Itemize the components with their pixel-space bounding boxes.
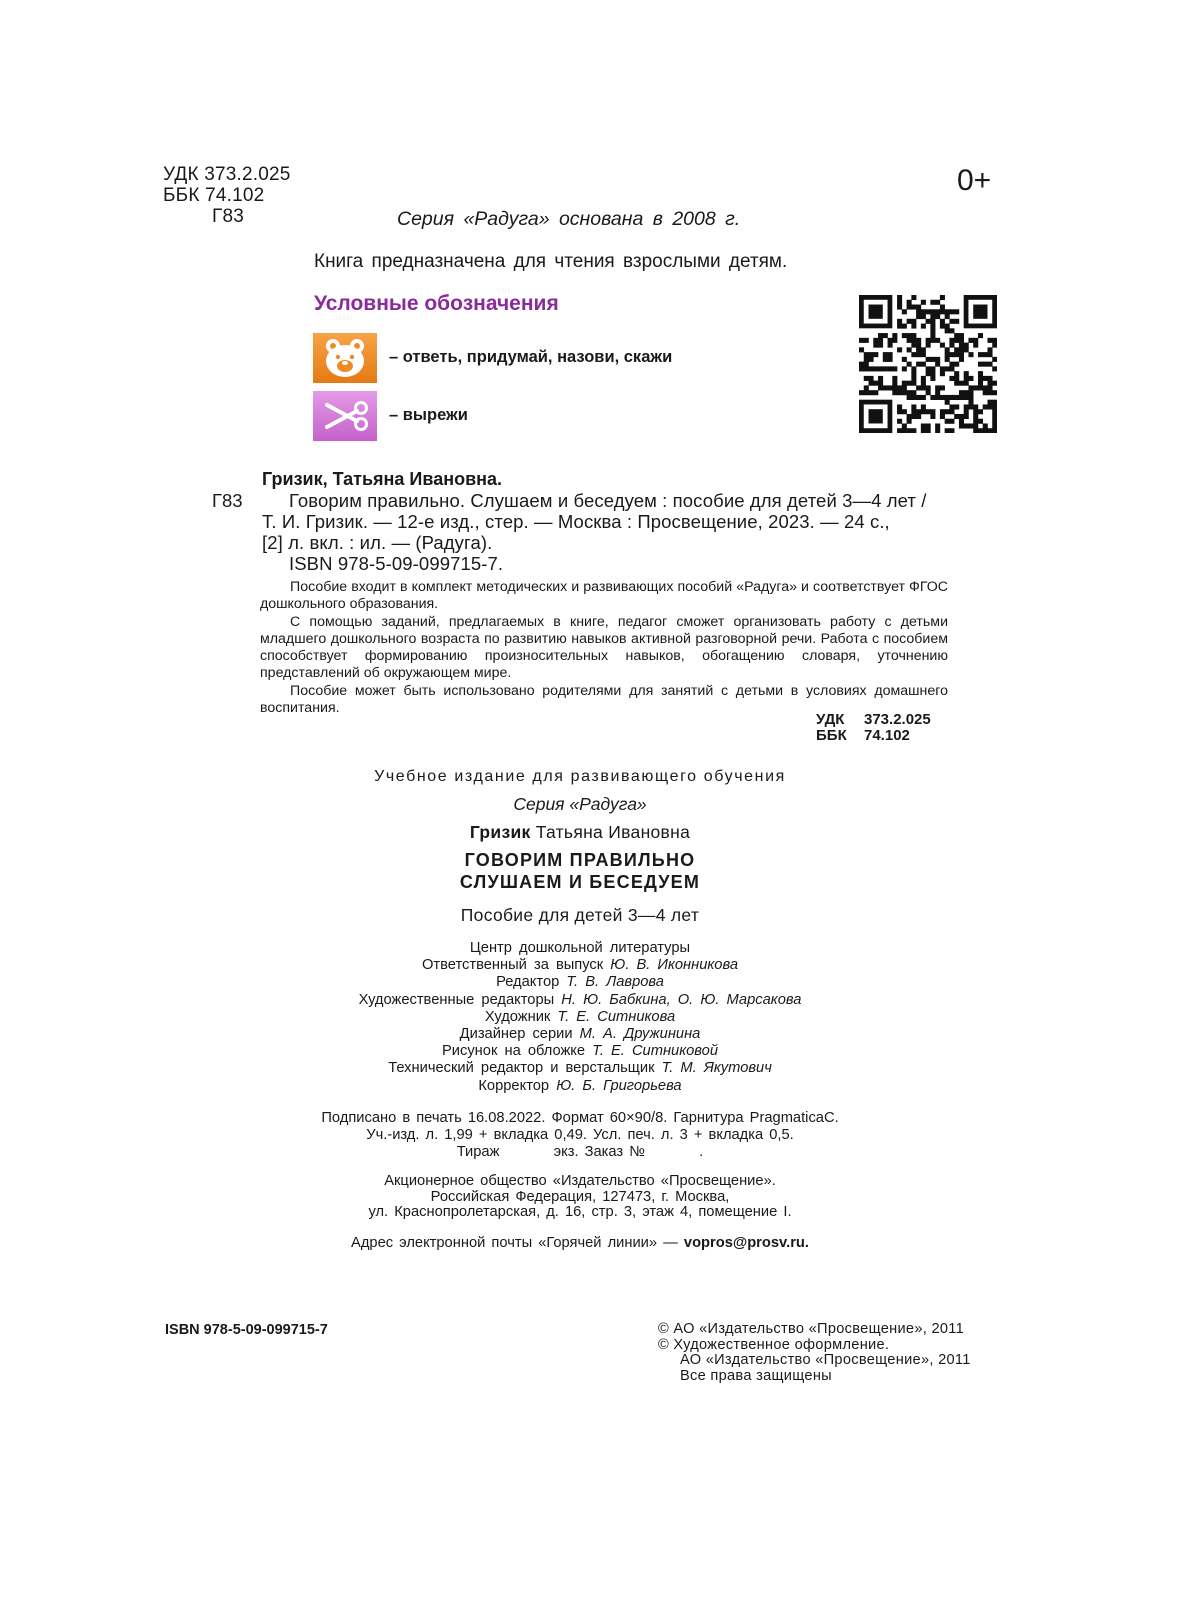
bbk-code: ББК 74.102 — [163, 185, 265, 206]
print-run-label: Тираж — [456, 1143, 500, 1160]
credit-line: Технический редактор и верстальщик Т. М. Якутович — [388, 1060, 772, 1077]
annotation — [260, 579, 948, 717]
title-line-2: СЛУШАЕМ И БЕСЕДУЕМ — [459, 872, 701, 892]
author-sign: Г83 — [212, 206, 245, 227]
bib-line-3: [2] л. вкл. : ил. — (Радуга). — [262, 532, 493, 553]
legend-label-answer: – ответь, придумай, назови, скажи — [389, 348, 673, 366]
subtitle: Пособие для детей 3—4 лет — [460, 905, 700, 925]
copyright-line: © Художественное оформление. — [658, 1336, 890, 1353]
print-line-3 — [0, 1144, 1160, 1161]
footer-isbn: ISBN 978-5-09-099715-7 — [165, 1322, 328, 1338]
udk-code: УДК 373.2.025 — [163, 164, 291, 185]
copyright-line: АО «Издательство «Просвещение», 2011 — [680, 1352, 971, 1369]
author-surname: Гризик — [469, 822, 531, 842]
credit-line: Рисунок на обложке Т. Е. Ситниковой — [441, 1043, 718, 1060]
edition-type: Учебное издание для развивающего обучения — [374, 768, 786, 785]
bbk-value: 74.102 — [864, 727, 910, 744]
age-rating: 0+ — [957, 164, 992, 197]
author-given-name: Татьяна Ивановна — [535, 822, 691, 842]
series-name: Серия «Радуга» — [513, 794, 647, 814]
credit-line: Дизайнер серии М. А. Дружинина — [459, 1026, 701, 1043]
credit-line: Корректор Ю. Б. Григорьева — [478, 1077, 682, 1094]
scissors-icon — [313, 391, 377, 441]
legend-title: Условные обозначения — [314, 292, 559, 315]
credit-line: Ответственный за выпуск Ю. В. Иконникова — [421, 957, 738, 974]
publisher-line-1: Акционерное общество «Издательство «Просвещение». — [384, 1173, 776, 1189]
hotline-label: Адрес электронной почты «Горячей линии» — — [351, 1235, 678, 1251]
copyright-line: Все права защищены — [680, 1367, 832, 1384]
bear-icon — [313, 333, 377, 383]
series-note: Серия «Радуга» основана в 2008 г. — [397, 208, 741, 230]
publisher-info — [0, 1174, 1160, 1221]
title-line-1: ГОВОРИМ ПРАВИЛЬНО — [464, 850, 696, 870]
credits — [0, 940, 1160, 1095]
copyright-line: © АО «Издательство «Просвещение», 2011 — [658, 1321, 965, 1337]
hotline-email[interactable]: vopros@prosv.ru. — [683, 1235, 809, 1251]
credit-line: Центр дошкольной литературы — [469, 940, 691, 956]
print-copies-label: экз. Заказ № — [553, 1143, 645, 1160]
annotation-paragraph: С помощью заданий, предлагаемых в книге, педагог сможет организовать работу с детьми младшего дошкольного возраста по развитию навыков активной разговорной речи. Работа с пособием способствует формированию произносительных навыков, обогащению словаря, уточнению представлений об окружающем мире. — [260, 613, 948, 682]
annotation-paragraph: Пособие входит в комплект методических и развивающих пособий «Радуга» и соответствует ФГОС дошкольного образования. — [260, 579, 948, 613]
qr-code-image — [859, 295, 997, 433]
publisher-line-3: ул. Краснопролетарская, д. 16, стр. 3, этаж 4, помещение I. — [368, 1204, 792, 1221]
bib-author-sign: Г83 — [212, 490, 243, 511]
bib-isbn: ISBN 978-5-09-099715-7. — [289, 553, 504, 574]
imprint-author — [0, 822, 1160, 843]
credit-line: Художник Т. Е. Ситникова — [484, 1008, 676, 1025]
bib-line-1: Говорим правильно. Слушаем и беседуем : пособие для детей 3—4 лет / — [289, 490, 927, 511]
legend-label-cut: – вырежи — [389, 406, 468, 424]
bib-author: Гризик, Татьяна Ивановна. — [262, 469, 503, 489]
udk-value: 373.2.025 — [864, 711, 931, 728]
print-end: . — [699, 1143, 704, 1160]
publisher-line-2: Российская Федерация, 127473, г. Москва, — [430, 1188, 730, 1205]
print-data — [0, 1110, 1160, 1160]
purpose-note: Книга предназначена для чтения взрослыми детям. — [314, 251, 788, 272]
annotation-paragraph: Пособие может быть использовано родителями для занятий с детьми в условиях домашнего воспитания. — [260, 682, 948, 717]
credit-line: Художественные редакторы Н. Ю. Бабкина, О. Ю. Марсакова — [358, 991, 802, 1008]
qr-code — [859, 295, 997, 433]
print-line-2: Уч.-изд. л. 1,99 + вкладка 0,49. Усл. печ. л. 3 + вкладка 0,5. — [366, 1126, 794, 1143]
bib-line-2: Т. И. Гризик. — 12-е изд., стер. — Москва : Просвещение, 2023. — 24 с., — [262, 511, 890, 532]
udk-label: УДК — [816, 711, 845, 728]
bbk-label: ББК — [816, 727, 847, 744]
copyright-block — [658, 1322, 971, 1384]
credit-line: Редактор Т. В. Лаврова — [496, 974, 664, 991]
hotline — [0, 1236, 1160, 1252]
print-line-1: Подписано в печать 16.08.2022. Формат 60×90/8. Гарнитура PragmaticaC. — [321, 1110, 839, 1126]
